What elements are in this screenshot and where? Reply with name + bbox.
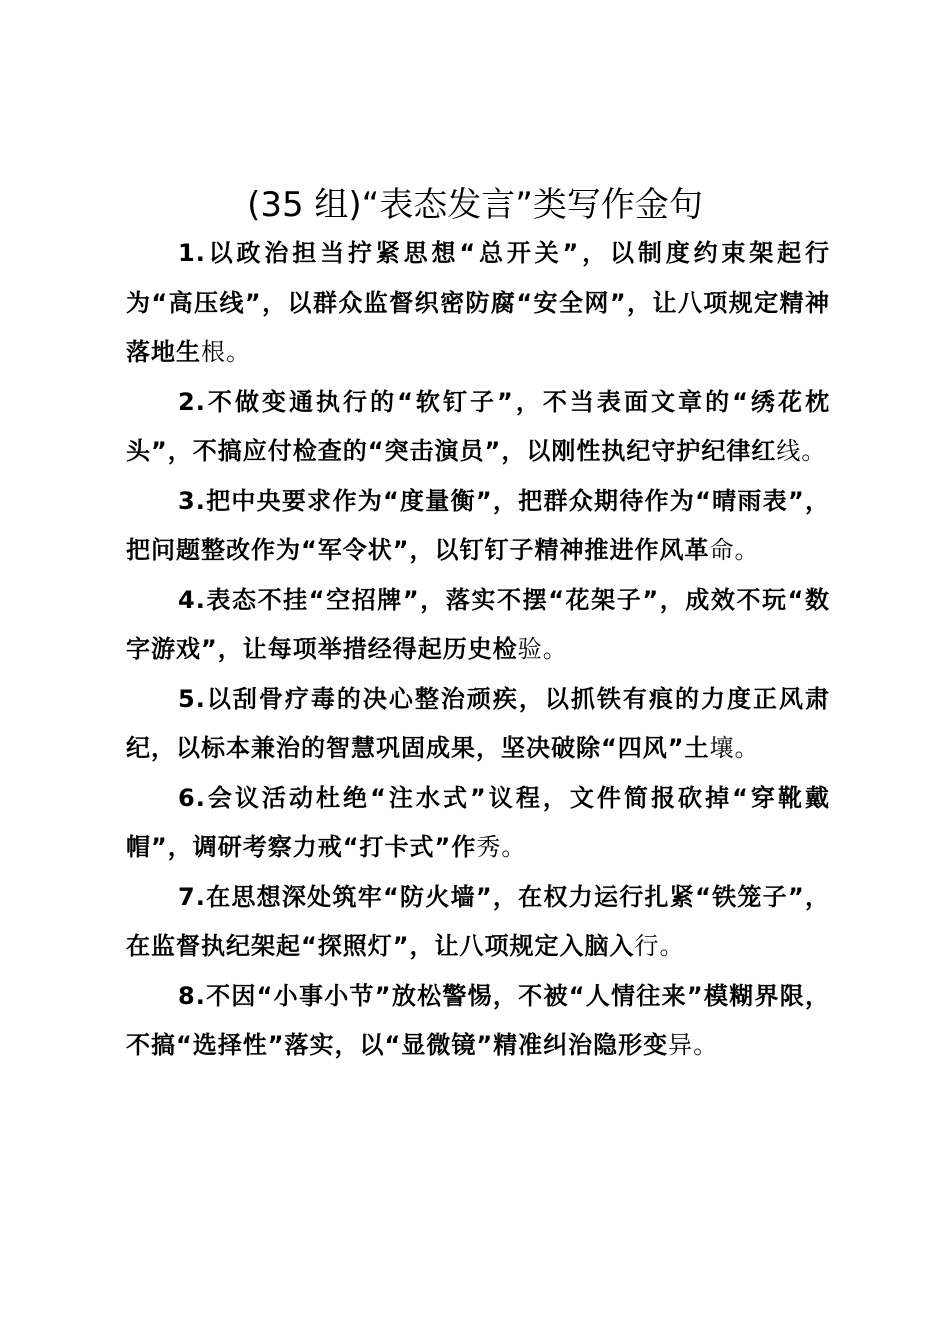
paragraph-5-regular: 壤。: [709, 734, 760, 762]
document-body: [126, 229, 830, 1071]
paragraph-5: [126, 675, 830, 774]
document-title: (35 组)“表态发言”类写作金句: [247, 185, 703, 225]
paragraph-6: [126, 774, 830, 873]
paragraph-1: [126, 229, 830, 378]
paragraph-7: [126, 873, 830, 972]
paragraph-2-regular: 线。: [776, 437, 827, 465]
paragraph-3-regular: 命。: [709, 536, 760, 564]
paragraph-8: [126, 972, 830, 1071]
paragraph-8-regular: 异。: [668, 1031, 719, 1059]
paragraph-3: [126, 477, 830, 576]
paragraph-6-regular: 秀。: [476, 833, 527, 861]
paragraph-4-regular: 验。: [517, 635, 568, 663]
paragraph-1-regular: 根。: [201, 338, 251, 366]
paragraph-3-bold: 3.把中央要求作为“度量衡”，把群众期待作为“晴雨表”，把问题整改作为“军令状”，以钉钉子精神推进作风革: [126, 486, 830, 564]
paragraph-6-bold: 6.会议活动杜绝“注水式”议程，文件简报砍掉“穿靴戴帽”，调研考察力戒“打卡式”作: [126, 783, 830, 861]
paragraph-7-bold: 7.在思想深处筑牢“防火墙”，在权力运行扎紧“铁笼子”，在监督执纪架起“探照灯”，让八项规定入脑入: [126, 882, 830, 960]
paragraph-4: [126, 576, 830, 675]
paragraph-7-regular: 行。: [634, 932, 685, 960]
paragraph-2-bold: 2.不做变通执行的“软钉子”，不当表面文章的“绣花枕头”，不搞应付检查的“突击演员”，以刚性执纪守护纪律红: [126, 387, 830, 465]
paragraph-5-bold: 5.以刮骨疗毒的决心整治顽疾，以抓铁有痕的力度正风肃纪，以标本兼治的智慧巩固成果，坚决破除“四风”土: [126, 684, 830, 762]
paragraph-8-bold: 8.不因“小事小节”放松警惕，不被“人情往来”模糊界限，不搞“选择性”落实，以“显微镜”精准纠治隐形变: [126, 981, 830, 1059]
paragraph-1-bold: 1.以政治担当拧紧思想“总开关”，以制度约束架起行为“高压线”，以群众监督织密防腐“安全网”，让八项规定精神落地生: [126, 239, 830, 366]
paragraph-4-bold: 4.表态不挂“空招牌”，落实不摆“花架子”，成效不玩“数字游戏”，让每项举措经得起历史检: [126, 585, 830, 663]
paragraph-2: [126, 378, 830, 477]
